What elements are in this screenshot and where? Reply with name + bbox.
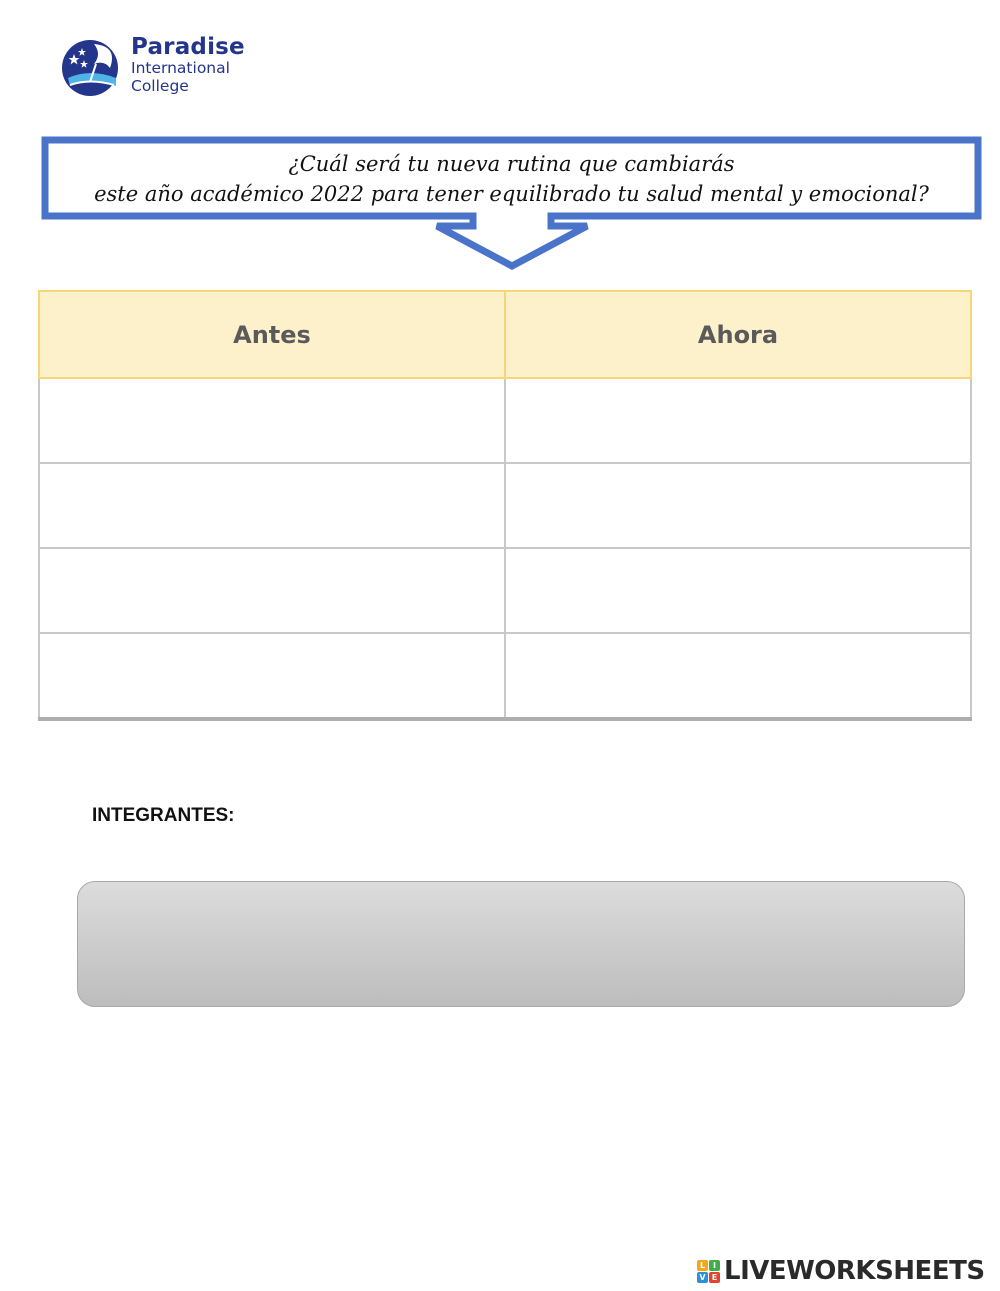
liveworksheets-logo-icon: L I V E [697,1260,721,1284]
cell-antes[interactable] [39,378,505,463]
cell-antes[interactable] [39,548,505,633]
cell-ahora[interactable] [505,633,971,719]
question-line-1: ¿Cuál será tu nueva rutina que cambiarás [288,152,735,176]
question-line-2: este año académico 2022 para tener equilibrado tu salud mental y emocional? [94,182,929,206]
cell-antes[interactable] [39,463,505,548]
table-row [39,463,971,548]
integrantes-label: INTEGRANTES: [92,805,235,826]
cell-ahora[interactable] [505,463,971,548]
table-row [39,378,971,463]
logo-name: Paradise [131,34,245,60]
integrantes-input[interactable] [77,881,965,1007]
header-antes: Antes [39,291,505,378]
routine-table [38,290,972,721]
cell-ahora[interactable] [505,378,971,463]
table-header-row [39,291,971,378]
table-row [39,548,971,633]
cell-antes[interactable] [39,633,505,719]
school-emblem-icon [60,38,120,98]
header-ahora: Ahora [505,291,971,378]
question-banner [41,136,982,272]
logo-line-3: College [131,76,189,95]
cell-ahora[interactable] [505,548,971,633]
table-row [39,633,971,719]
logo-line-2: International [131,59,230,77]
liveworksheets-wordmark: LIVEWORKSHEETS [724,1256,985,1286]
school-logo [60,36,260,100]
